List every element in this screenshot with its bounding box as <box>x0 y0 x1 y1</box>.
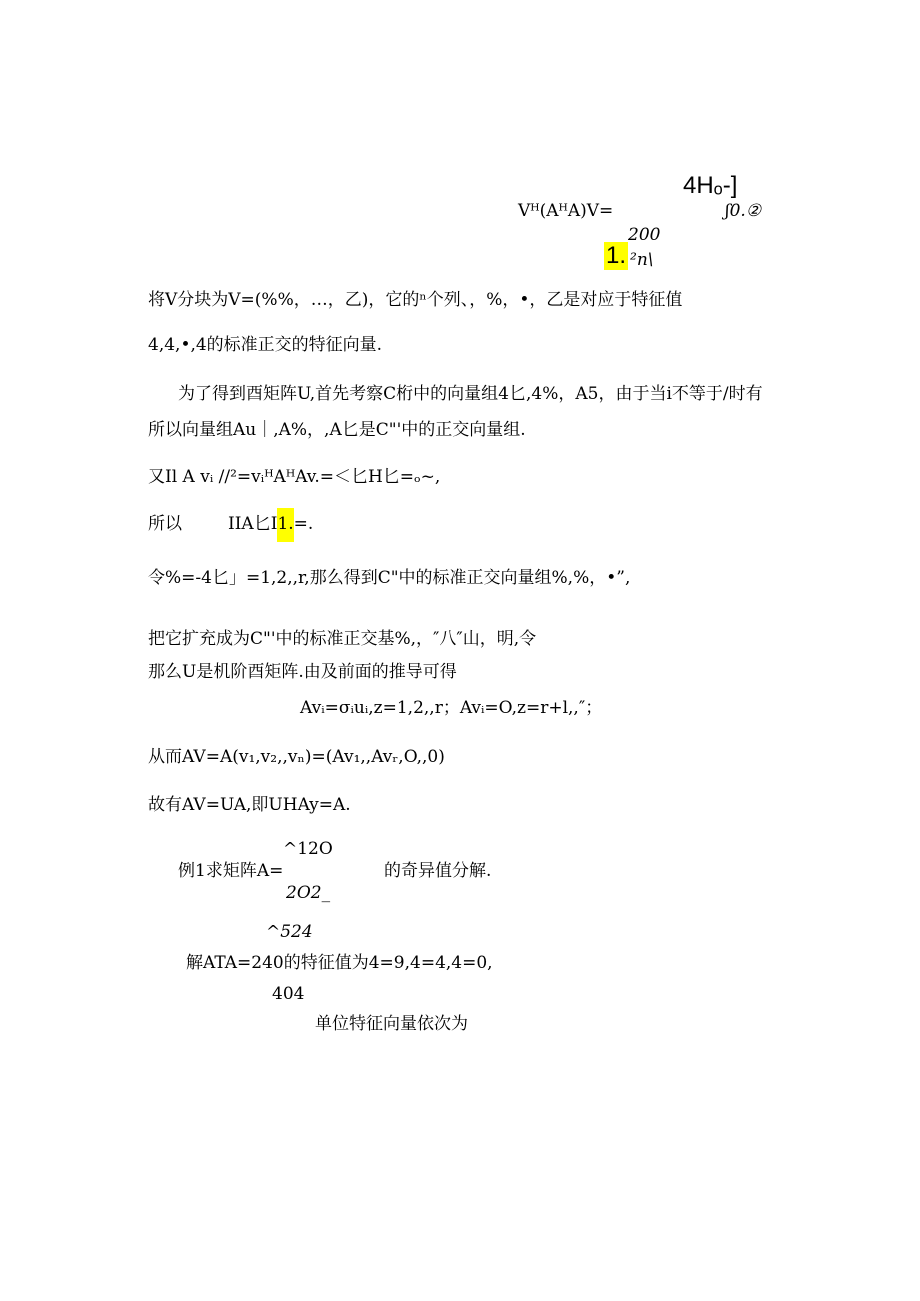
solution-unit-vectors: 单位特征向量依次为 <box>315 1014 468 1034</box>
example-matrix-top: ^12O <box>283 839 333 859</box>
example-statement: 例1求矩阵A= <box>178 861 284 881</box>
eq-top-line4: ²n\ <box>630 250 654 270</box>
eq-top-lhs: Vᴴ(AᴴA)V= <box>518 201 614 221</box>
solution-eigenvalues: 解ATA=240的特征值为4=9,4=4,4=0, <box>186 953 493 973</box>
paragraph-so-prefix: 所以 <box>148 514 182 534</box>
eq-top-line1: 4Hₒ-] <box>683 172 738 199</box>
eq-top-number: ʃ0.② <box>725 201 762 221</box>
paragraph-u-unitary: 那么U是机阶酉矩阵.由及前面的推导可得 <box>148 662 457 682</box>
norm-highlight: 1. <box>277 508 293 542</box>
paragraph-norm: 又Il A vᵢ //²=vᵢᴴAᴴAv.=＜匕H匕=ₒ~, <box>148 467 441 487</box>
paragraph-define-u: 令%=-4匕」=1,2,,r,那么得到C"中的标准正交向量组%,%，•”, <box>148 568 631 588</box>
norm-suffix: =. <box>293 514 314 534</box>
paragraph-so-main <box>228 514 313 542</box>
example-statement-tail: 的奇异值分解. <box>384 861 492 881</box>
paragraph-extend-basis: 把它扩充成为C"'中的标准正交基%,，″八″山，明,令 <box>148 629 537 649</box>
paragraph-orthogonal-set: 所以向量组Au｜,A%，,A匕是C"'中的正交向量组. <box>148 420 526 440</box>
example-matrix-bottom: 2O2_ <box>286 883 331 903</box>
paragraph-unitary-intro: 为了得到酉矩阵U,首先考察C桁中的向量组4匕,4%，A5，由于当i不等于/时有 <box>178 384 763 404</box>
eq-top-line3: 200 <box>628 225 661 245</box>
eq-top-highlight: 1. <box>606 242 627 269</box>
paragraph-eigenvectors: 4,4,•,4的标准正交的特征向量. <box>148 335 383 355</box>
paragraph-partition: 将V分块为V=(%%，…，乙)，它的ⁿ个列、，%，•，乙是对应于特征值 <box>148 290 683 310</box>
paragraph-av-product: 从而AV=A(v₁,v₂,,vₙ)=(Av₁,,Avᵣ,O,,0) <box>148 747 445 767</box>
paragraph-conclusion: 故有AV=UA,即UHAy=A. <box>148 795 351 815</box>
equation-av-sigma: Avᵢ=σᵢuᵢ,z=1,2,,r；Avᵢ=O,z=r+l,,″； <box>300 698 603 718</box>
solution-matrix-bottom: 404 <box>272 984 305 1004</box>
solution-matrix-top: ^524 <box>266 922 313 942</box>
norm-expression: IIA匕I <box>228 514 278 534</box>
